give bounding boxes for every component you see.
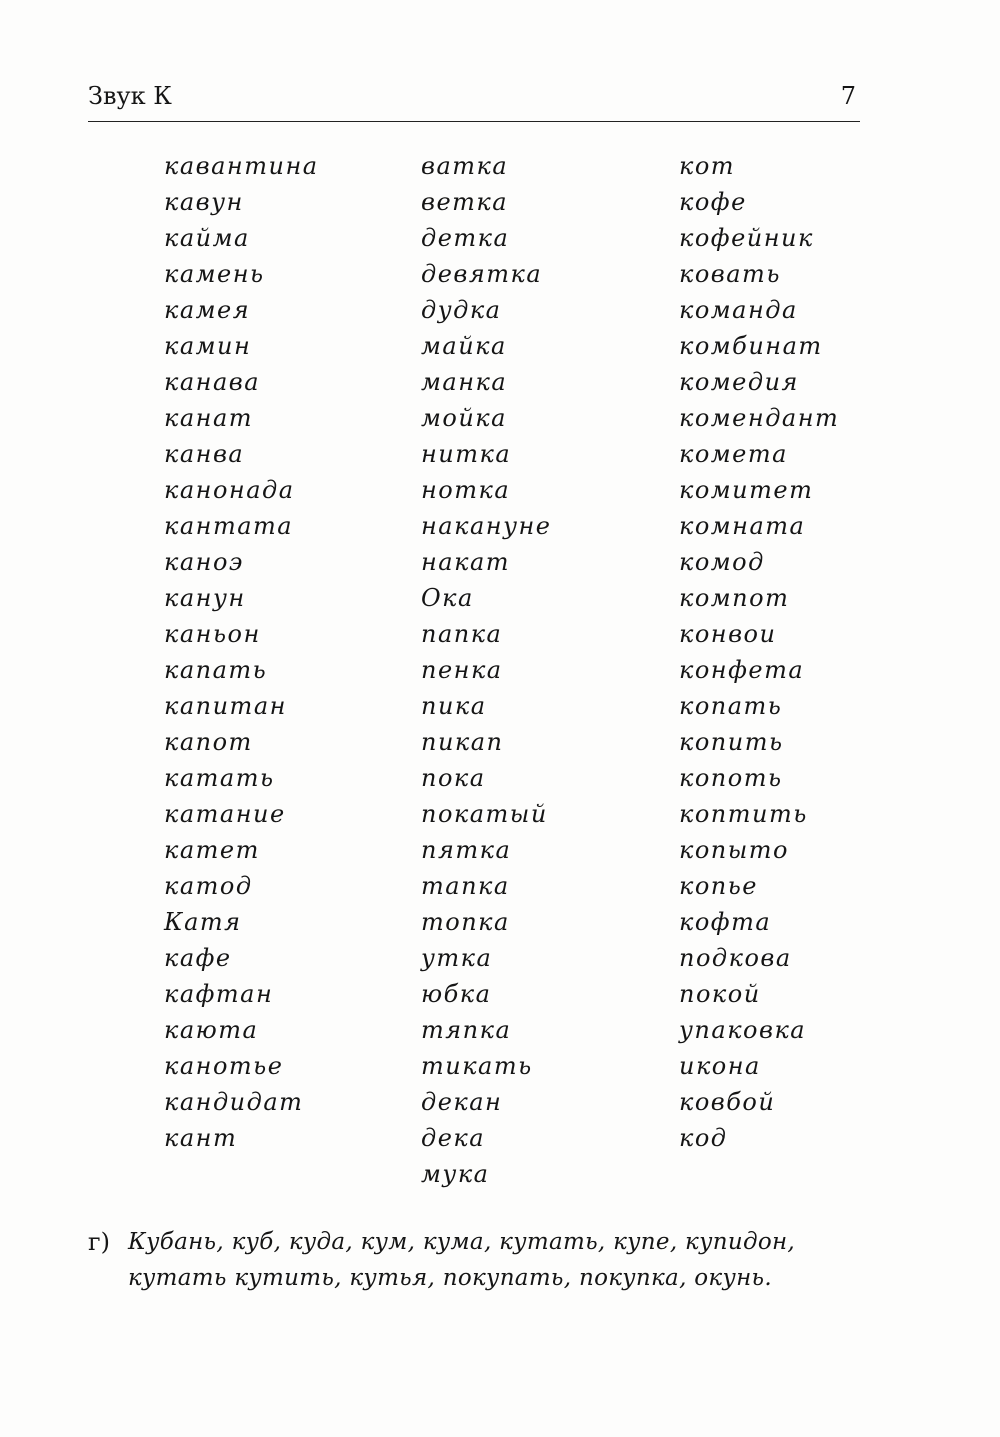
word-item: Катя bbox=[164, 908, 242, 936]
word-item: каньон bbox=[164, 620, 261, 648]
word-item: комендант bbox=[679, 404, 840, 432]
word-item: тикать bbox=[421, 1052, 533, 1080]
word-item: ковать bbox=[679, 260, 781, 288]
word-item: капитан bbox=[164, 692, 287, 720]
word-item: каноэ bbox=[164, 548, 244, 576]
word-item: кавун bbox=[164, 188, 244, 216]
word-item: мойка bbox=[421, 404, 507, 432]
word-column-3 bbox=[679, 148, 839, 1156]
word-item: кофейник bbox=[679, 224, 814, 252]
word-item: конфета bbox=[679, 656, 805, 684]
word-item: катод bbox=[164, 872, 253, 900]
word-item: канотье bbox=[164, 1052, 284, 1080]
word-item: пика bbox=[421, 692, 487, 720]
word-item: команда bbox=[679, 296, 798, 324]
word-item: канонада bbox=[164, 476, 295, 504]
word-item: декан bbox=[421, 1088, 503, 1116]
word-item: покой bbox=[679, 980, 761, 1008]
page-number: 7 bbox=[840, 82, 856, 110]
header-divider bbox=[88, 121, 860, 122]
word-column-2 bbox=[421, 148, 552, 1192]
word-item: пятка bbox=[421, 836, 512, 864]
word-item: упаковка bbox=[679, 1016, 807, 1044]
word-item: камень bbox=[164, 260, 265, 288]
word-item: копать bbox=[679, 692, 783, 720]
word-item: дека bbox=[421, 1124, 486, 1152]
word-item: папка bbox=[421, 620, 503, 648]
word-item: накат bbox=[421, 548, 511, 576]
word-item: канва bbox=[164, 440, 245, 468]
word-item: Ока bbox=[421, 584, 474, 612]
word-item: юбка bbox=[421, 980, 492, 1008]
word-item: мука bbox=[421, 1160, 490, 1188]
word-item: накануне bbox=[421, 512, 552, 540]
word-item: каюта bbox=[164, 1016, 259, 1044]
word-item: комод bbox=[679, 548, 765, 576]
word-item: ковбой bbox=[679, 1088, 776, 1116]
word-item: капать bbox=[164, 656, 268, 684]
word-item: кофе bbox=[679, 188, 747, 216]
word-item: манка bbox=[421, 368, 508, 396]
word-item: девятка bbox=[421, 260, 543, 288]
word-item: копоть bbox=[679, 764, 783, 792]
word-item: пока bbox=[421, 764, 486, 792]
word-item: детка bbox=[421, 224, 510, 252]
word-column-1 bbox=[164, 148, 319, 1156]
word-item: кафтан bbox=[164, 980, 274, 1008]
word-item: дудка bbox=[421, 296, 502, 324]
word-item: ветка bbox=[421, 188, 509, 216]
word-item: канава bbox=[164, 368, 261, 396]
running-head bbox=[88, 80, 860, 114]
word-item: комитет bbox=[679, 476, 814, 504]
section-title: Звук К bbox=[88, 82, 172, 110]
word-item: копыто bbox=[679, 836, 789, 864]
word-item: катать bbox=[164, 764, 275, 792]
word-item: кафе bbox=[164, 944, 232, 972]
word-item: покатый bbox=[421, 800, 548, 828]
exercise-line: Кубань, куб, куда, кум, кума, кутать, купе, купидон, bbox=[128, 1229, 796, 1255]
word-item: ватка bbox=[421, 152, 509, 180]
word-item: нотка bbox=[421, 476, 511, 504]
word-item: пикап bbox=[421, 728, 504, 756]
word-item: тяпка bbox=[421, 1016, 512, 1044]
word-item: кайма bbox=[164, 224, 250, 252]
word-item: канун bbox=[164, 584, 246, 612]
word-item: кантата bbox=[164, 512, 294, 540]
word-item: кант bbox=[164, 1124, 238, 1152]
word-item: копить bbox=[679, 728, 784, 756]
word-item: комбинат bbox=[679, 332, 823, 360]
word-item: канат bbox=[164, 404, 254, 432]
word-item: утка bbox=[421, 944, 493, 972]
word-item: топка bbox=[421, 908, 510, 936]
word-item: компот bbox=[679, 584, 790, 612]
word-item: катет bbox=[164, 836, 260, 864]
word-item: комната bbox=[679, 512, 806, 540]
word-item: подкова bbox=[679, 944, 792, 972]
word-item: катание bbox=[164, 800, 286, 828]
word-item: кот bbox=[679, 152, 736, 180]
word-item: камин bbox=[164, 332, 252, 360]
word-item: комета bbox=[679, 440, 788, 468]
word-item: икона bbox=[679, 1052, 761, 1080]
exercise-marker: г) bbox=[88, 1228, 110, 1256]
word-item: капот bbox=[164, 728, 253, 756]
exercise-line: кутать кутить, кутья, покупать, покупка, окунь. bbox=[128, 1265, 772, 1291]
word-item: нитка bbox=[421, 440, 512, 468]
word-item: коптить bbox=[679, 800, 808, 828]
word-item: код bbox=[679, 1124, 728, 1152]
word-item: кофта bbox=[679, 908, 772, 936]
word-item: пенка bbox=[421, 656, 503, 684]
word-item: кандидат bbox=[164, 1088, 304, 1116]
word-item: камея bbox=[164, 296, 251, 324]
word-item: копье bbox=[679, 872, 759, 900]
word-item: кавантина bbox=[164, 152, 319, 180]
word-item: конвои bbox=[679, 620, 777, 648]
word-item: майка bbox=[421, 332, 507, 360]
word-item: тапка bbox=[421, 872, 510, 900]
word-item: комедия bbox=[679, 368, 799, 396]
